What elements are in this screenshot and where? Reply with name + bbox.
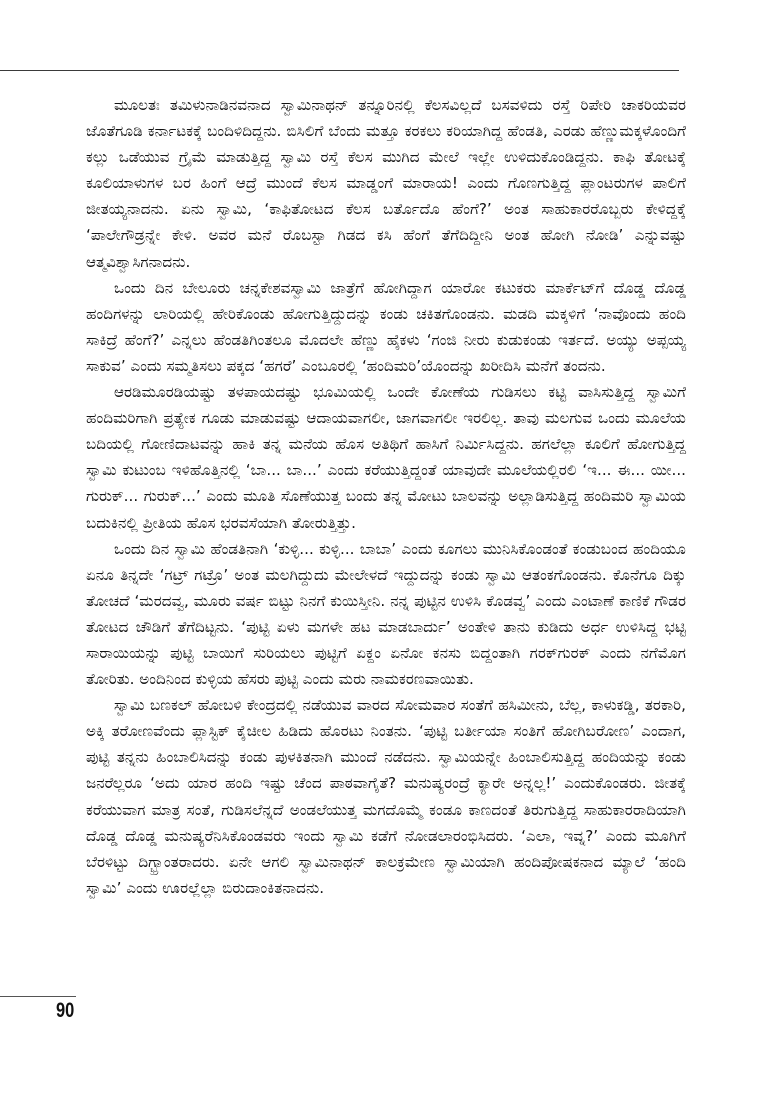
paragraph-1: ಮೂಲತಃ ತಮಿಳುನಾಡಿನವನಾದ ಸ್ವಾಮಿನಾಥನ್ ತನ್ನೂರಿನಲ್ಲಿ ಕೆಲಸವಿಲ್ಲದೆ ಬಸವಳಿದು ರಸ್ತೆ ರಿಪೇರಿ ಚಾಕರಿಯವರ ಜೊತೆಗೂಡಿ ಕರ್ನಾಟಕಕ್ಕೆ ಬಂದಿಳಿದಿದ್ದನು. ಬಿಸಿಲಿಗೆ ಬೆಂದು ಮತ್ತೂ ಕರಕಲು ಕರಿಯಾಗಿದ್ದ ಹೆಂಡತಿ, ಎರಡು ಹೆಣ್ಣುಮಕ್ಕಳೊಂದಿಗೆ ಕಲ್ಲು ಒಡೆಯುವ ಗ್ರೈಮೆ ಮಾಡುತ್ತಿದ್ದ ಸ್ವಾಮಿ ರಸ್ತೆ ಕೆಲಸ ಮುಗಿದ ಮೇಲೆ ಇಲ್ಲೇ ಉಳಿದುಕೊಂಡಿದ್ದನು. ಕಾಫಿ ತೋಟಕ್ಕೆ ಕೂಲಿಯಾಳುಗಳ ಬರ ಹಿಂಗೆ ಆದ್ರೆ ಮುಂದೆ ಕೆಲಸ ಮಾಡ್ಡಂಗೆ ಮಾರಾಯ! ಎಂದು ಗೊಣಗುತ್ತಿದ್ದ ಪ್ಲಾಂಟರುಗಳ ಪಾಲಿಗೆ ಜೀತಯ್ಯನಾದನು. ಏನು ಸ್ವಾಮಿ, ‘ಕಾಫಿತೋಟದ ಕೆಲಸ ಬರ್ತೊದೊ ಹೆಂಗೆ?’ ಅಂತ ಸಾಹುಕಾರರೊಬ್ಬರು ಕೇಳಿದ್ದಕ್ಕೆ ‘ಪಾಲೇಗೌಡ್ರನ್ನೇ ಕೇಳಿ. ಅವರ ಮನೆ ರೊಬಸ್ಟಾ ಗಿಡದ ಕಸಿ ಹೆಂಗೆ ತೆಗೆದಿದ್ದೀನಿ ಅಂತ ಹೋಗಿ ನೋಡಿ’ ಎನ್ನುವಷ್ಟು ಆತ್ಮವಿಶ್ವಾಸಿಗನಾದನು. — [86, 96, 686, 271]
footer-rule — [0, 996, 76, 997]
body-text — [86, 92, 686, 901]
paragraph-2: ಒಂದು ದಿನ ಬೇಲೂರು ಚನ್ನಕೇಶವಸ್ವಾಮಿ ಜಾತ್ರೆಗೆ ಹೋಗಿದ್ದಾಗ ಯಾರೋ ಕಟುಕರು ಮಾರ್ಕೆಟ್‌ಗೆ ದೊಡ್ಡ ದೊಡ್ಡ ಹಂದಿಗಳನ್ನು ಲಾರಿಯಲ್ಲಿ ಹೇರಿಕೊಂಡು ಹೋಗುತ್ತಿದ್ದುದನ್ನು ಕಂಡು ಚಕಿತಗೊಂಡನು. ಮಡದಿ ಮಕ್ಕಳಿಗೆ ‘ನಾವೊಂದು ಹಂದಿ ಸಾಕಿದ್ರೆ ಹೆಂಗೆ?’ ಎನ್ನಲು ಹೆಂಡತಿಗಿಂತಲೂ ಮೊದಲೇ ಹೆಣ್ಣು ಹೈಕಳು ‘ಗಂಜಿ ನೀರು ಕುಡುಕಂಡು ಇರ್ತದೆ. ಅಯ್ಯು ಅಪ್ಪಯ್ಯ ಸಾಕುವ’ ಎಂದು ಸಮ್ಮತಿಸಲು ಪಕ್ಕದ ‘ಹಗರೆ’ ಎಂಬೂರಲ್ಲಿ ‘ಹಂದಿಮರಿ’ಯೊಂದನ್ನು ಖರೀದಿಸಿ ಮನೆಗೆ ತಂದನು. — [86, 278, 686, 375]
paragraph-5: ಸ್ವಾಮಿ ಬಣಕಲ್ ಹೋಬಳಿ ಕೇಂದ್ರದಲ್ಲಿ ನಡೆಯುವ ವಾರದ ಸೋಮವಾರ ಸಂತೆಗೆ ಹಸಿಮೀನು, ಬೆಲ್ಲ, ಕಾಳುಕಡ್ಡಿ, ತರಕಾರಿ, ಅಕ್ಕಿ ತರೋಣವೆಂದು ಪ್ಲಾಸ್ಟಿಕ್ ಕೈಚೀಲ ಹಿಡಿದು ಹೊರಟು ನಿಂತನು. ‘ಪುಟ್ಟಿ ಬರ್ತೀಯಾ ಸಂತಿಗೆ ಹೋಗಿಬರೋಣ’ ಎಂದಾಗ, ಪುಟ್ಟಿ ತನ್ನನು ಹಿಂಬಾಲಿಸಿದನ್ನು ಕಂಡು ಪುಳಕಿತನಾಗಿ ಮುಂದೆ ನಡೆದನು. ಸ್ವಾಮಿಯನ್ನೇ ಹಿಂಬಾಲಿಸುತ್ತಿದ್ದ ಹಂದಿಯನ್ನು ಕಂಡು ಜನರೆಲ್ಲರೂ ‘ಅದು ಯಾರ ಹಂದಿ ಇಷ್ಟು ಚೆಂದ ಪಾಠವಾಗೈತೆ? ಮನುಷ್ಯರಂದ್ರೆ ಕ್ಯಾರೇ ಅನ್ನಲ್ಲ!’ ಎಂದುಕೊಂಡರು. ಜೀತಕ್ಕೆ ಕರೆಯುವಾಗ ಮಾತ್ರ ಸಂತೆ, ಗುಡಿಸಲೆನ್ನದೆ ಅಂಡಲೆಯುತ್ತ ಮಗದೊಮ್ಮೆ ಕಂಡೂ ಕಾಣದಂತೆ ತಿರುಗುತ್ತಿದ್ದ ಸಾಹುಕಾರರಾದಿಯಾಗಿ ದೊಡ್ಡ ದೊಡ್ಡ ಮನುಷ್ಯರೆನಿಸಿಕೊಂಡವರು ಇಂದು ಸ್ವಾಮಿ ಕಡೆಗೆ ನೋಡಲಾರಂಭಿಸಿದರು. ‘ಎಲಾ, ಇವ್ನ?’ ಎಂದು ಮೂಗಿಗೆ ಬೆರಳಿಟ್ಟು ದಿಗ್ಭ್ರಾಂತರಾದರು. ಏನೇ ಆಗಲಿ ಸ್ವಾಮಿನಾಥನ್ ಕಾಲಕ್ರಮೇಣ ಸ್ವಾಮಿಯಾಗಿ ಹಂದಿಪೋಷಕನಾದ ಮ್ಯಾಲೆ ‘ಹಂದಿ ಸ್ವಾಮಿ’ ಎಂದು ಊರಲ್ಲೆಲ್ಲಾ ಬಿರುದಾಂಕಿತನಾದನು. — [86, 696, 686, 897]
page-number: 90 — [56, 999, 75, 1022]
header-rule — [0, 70, 679, 71]
paragraph-3: ಆರಡಿಮೂರಡಿಯಷ್ಟು ತಳಪಾಯದಷ್ಟು ಭೂಮಿಯಲ್ಲಿ ಒಂದೇ ಕೋಣೆಯ ಗುಡಿಸಲು ಕಟ್ಟಿ ವಾಸಿಸುತ್ತಿದ್ದ ಸ್ವಾಮಿಗೆ ಹಂದಿಮರಿಗಾಗಿ ಪ್ರತ್ಯೇಕ ಗೂಡು ಮಾಡುವಷ್ಟು ಆದಾಯವಾಗಲೀ, ಜಾಗವಾಗಲೀ ಇರಲಿಲ್ಲ. ತಾವು ಮಲಗುವ ಒಂದು ಮೂಲೆಯ ಬದಿಯಲ್ಲಿ ಗೋಣಿದಾಟವನ್ನು ಹಾಕಿ ತನ್ನ ಮನೆಯ ಹೊಸ ಅತಿಥಿಗೆ ಹಾಸಿಗೆ ನಿರ್ಮಿಸಿದ್ದನು. ಹಗಲೆಲ್ಲಾ ಕೂಲಿಗೆ ಹೋಗುತ್ತಿದ್ದ ಸ್ವಾಮಿ ಕುಟುಂಬ ಇಳಿಹೊತ್ತಿನಲ್ಲಿ ‘ಬಾ... ಬಾ...’ ಎಂದು ಕರೆಯುತ್ತಿದ್ದಂತೆ ಯಾವುದೇ ಮೂಲೆಯಲ್ಲಿರಲಿ ‘ಇ... ಈ... ಯೀ... ಗುರುಕ್... ಗುರುಕ್...’ ಎಂದು ಮೂತಿ ಸೊಣೆಯುತ್ತ ಬಂದು ತನ್ನ ಮೋಟು ಬಾಲವನ್ನು ಅಲ್ಲಾಡಿಸುತ್ತಿದ್ದ ಹಂದಿಮರಿ ಸ್ವಾಮಿಯ ಬದುಕಿನಲ್ಲಿ ಪ್ರೀತಿಯ ಹೊಸ ಭರವಸೆಯಾಗಿ ತೋರುತ್ತಿತ್ತು. — [86, 383, 686, 532]
paragraph-4: ಒಂದು ದಿನ ಸ್ವಾಮಿ ಹೆಂಡತಿನಾಗಿ ‘ಕುಳ್ಳಿ... ಕುಳ್ಳಿ... ಬಾಬಾ’ ಎಂದು ಕೂಗಲು ಮುನಿಸಿಕೊಂಡಂತೆ ಕಂಡುಬಂದ ಹಂದಿಯೂ ಏನೂ ತಿನ್ನದೇ ‘ಗಟ್ರ್ ಗಟ್ರೊ’ ಅಂತ ಮಲಗಿದ್ದುದು ಮೇಲೇಳದೆ ಇದ್ದುದನ್ನು ಕಂಡು ಸ್ವಾಮಿ ಆತಂಕಗೊಂಡನು. ಕೊನೆಗೂ ದಿಕ್ಕು ತೋಚದೆ ‘ಮರದವ್ವ, ಮೂರು ವರ್ಷ ಬಿಟ್ಟು ನಿನಗೆ ಕುಯಿಸ್ತೀನಿ. ನನ್ನ ಪುಟ್ಟಿನ ಉಳಿಸಿ ಕೊಡವ್ವ’ ಎಂದು ಎಂಟಾಣೆ ಕಾಣಿಕೆ ಗೌಡರ ತೋಟದ ಚೌಡಿಗೆ ತೆಗೆದಿಟ್ಟನು. ‘ಪುಟ್ಟಿ ಏಳು ಮಗಳೇ ಹಟ ಮಾಡಬಾರ್ದು’ ಅಂತೇಳಿ ತಾನು ಕುಡಿದು ಅರ್ಧ ಉಳಿಸಿದ್ದ ಭಟ್ಟಿ ಸಾರಾಯಿಯನ್ನು ಪುಟ್ಟಿ ಬಾಯಿಗೆ ಸುರಿಯಲು ಪುಟ್ಟಿಗೆ ಏಕ್ದಂ ಏನೋ ಕನಸು ಬಿದ್ದಂತಾಗಿ ಗರಕ್‌ಗುರಕ್ ಎಂದು ನಗೆಮೊಗ ತೋರಿತು. ಅಂದಿನಿಂದ ಕುಳ್ಳಿಯ ಹೆಸರು ಪುಟ್ಟಿ ಎಂದು ಮರು ನಾಮಕರಣವಾಯಿತು. — [86, 539, 686, 689]
